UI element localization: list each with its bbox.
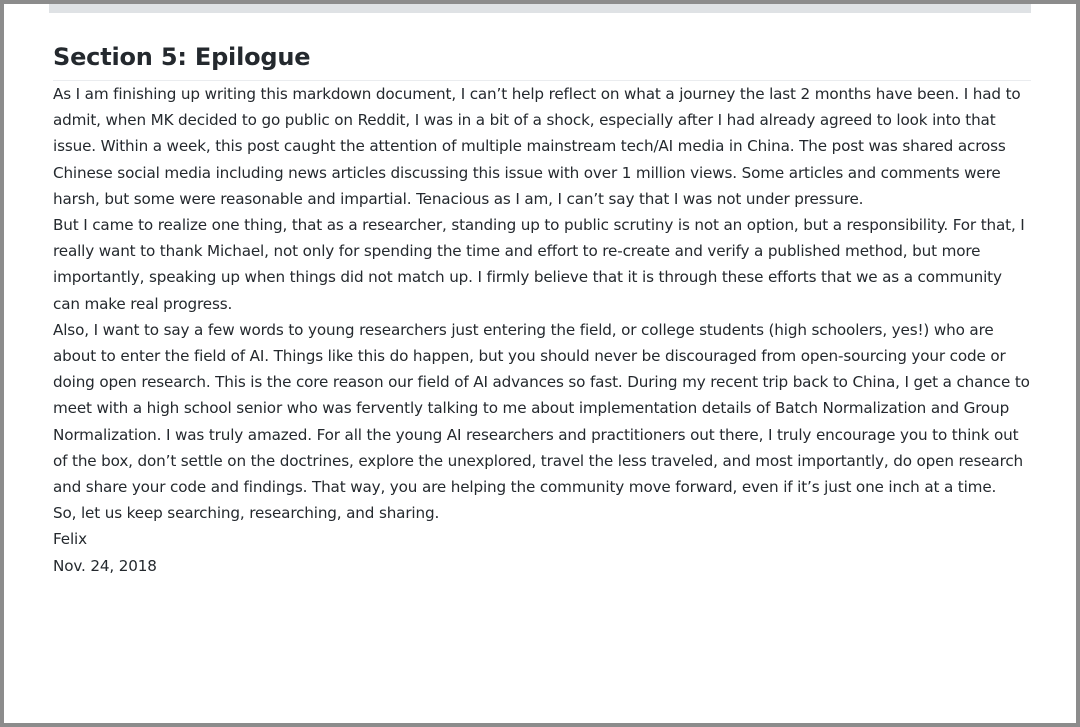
horizontal-rule [49,4,1031,13]
paragraph-responsibility: But I came to realize one thing, that as a researcher, standing up to public scrutiny is not an option, but a responsibility. For that, I really want to thank Michael, not only for spending the time and effort to re-create and verify a published method, but more importantly, speaking up when things did not match up. I firmly believe that it is through these efforts that we as a community can make real progress. [53,216,1025,313]
paragraph-reflection: As I am finishing up writing this markdown document, I can’t help reflect on what a journey the last 2 months have been. I had to admit, when MK decided to go public on Reddit, I was in a bit of a shock, especially after I had already agreed to look into that issue. Within a week, this post caught the attention of multiple mainstream tech/AI media in China. The post was shared across Chinese social media including news articles discussing this issue with over 1 million views. Some articles and comments were harsh, but some were reasonable and impartial. Tenacious as I am, I can’t say that I was not under pressure. [53,85,1021,208]
paragraph-young-researchers: Also, I want to say a few words to young researchers just entering the field, or college students (high schoolers, yes!) who are about to enter the field of AI. Things like this do happen, but you should never be discouraged from open-sourcing your code or doing open research. This is the core reason our field of AI advances so fast. During my recent trip back to China, I get a chance to meet with a high school senior who was fervently talking to me about implementation details of Batch Normalization and Group Normalization. I was truly amazed. For all the young AI researchers and practitioners out there, I truly encourage you to think out of the box, don’t settle on the doctrines, explore the unexplored, travel the less traveled, and most importantly, do open research and share your code and findings. That way, you are helping the community move forward, even if it’s just one inch at a time. [53,320,1030,497]
signature-name: Felix [53,530,87,549]
paragraph-closing: So, let us keep searching, researching, and sharing. [53,504,440,523]
markdown-body [53,40,1031,579]
signature-date: Nov. 24, 2018 [53,556,157,575]
section-heading: Section 5: Epilogue [53,40,1031,81]
